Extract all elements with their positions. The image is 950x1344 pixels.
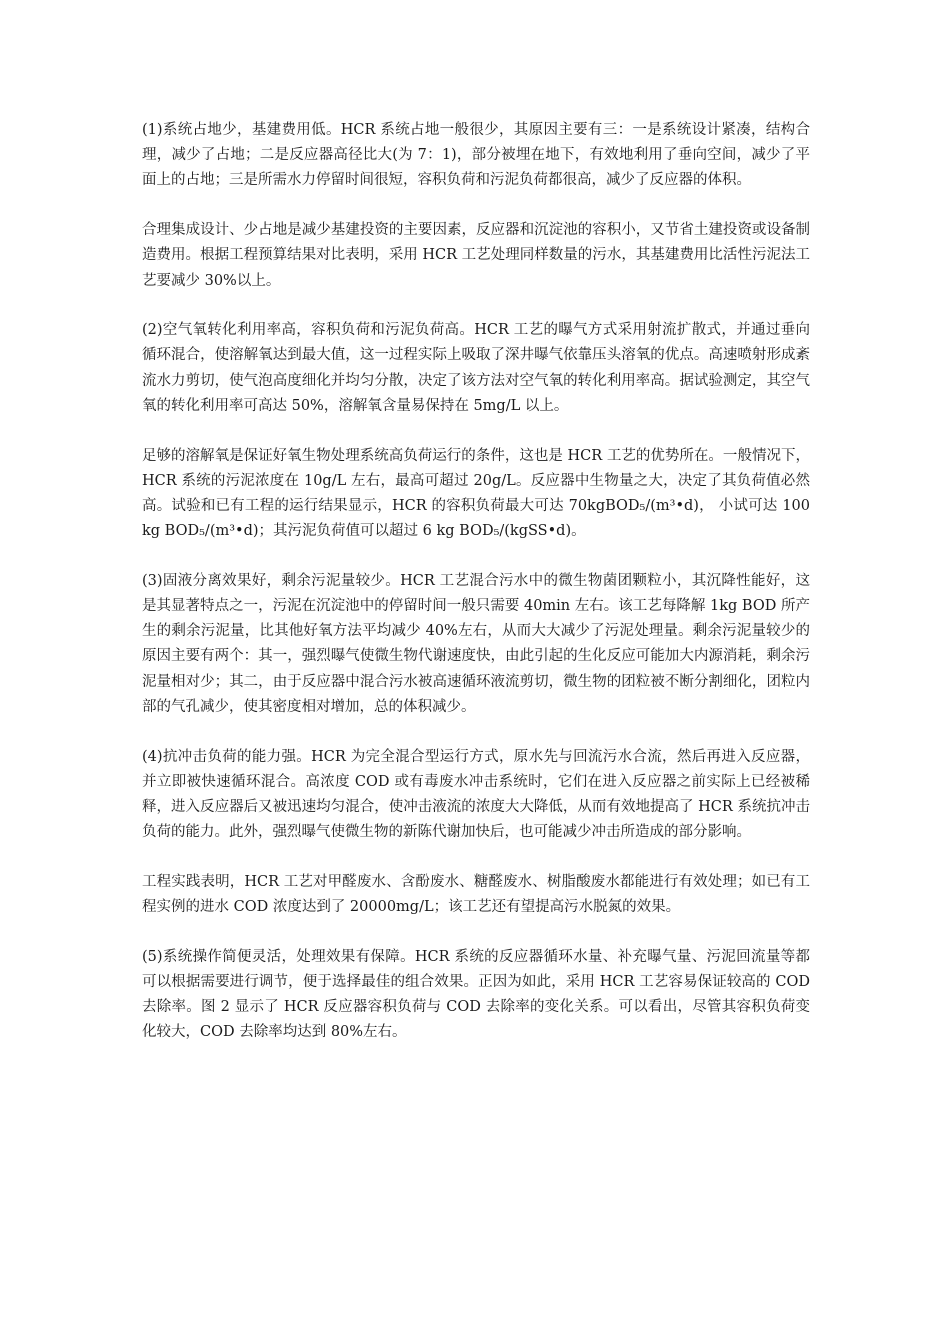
paragraph-advantage-2: (2)空气氧转化利用率高，容积负荷和污泥负荷高。HCR 工艺的曝气方式采用射流扩散式，并通过垂向循环混合，使溶解氧达到最大值，这一过程实际上吸取了深井曝气依靠压头溶氧的优点。高速喷射形成紊流水力剪切，使气泡高度细化并均匀分散，决定了该方法对空气氧的转化利用率高。据试验测定，其空气氧的转化利用率可高达 50%，溶解氧含量易保持在 5mg/L 以上。	[142, 322, 810, 414]
paragraph-dissolved-oxygen: 足够的溶解氧是保证好氧生物处理系统高负荷运行的条件，这也是 HCR 工艺的优势所在。一般情况下，HCR 系统的污泥浓度在 10g/L 左右，最高可超过 20g/L。反应器中生物量之大，决定了其负荷值必然高。试验和已有工程的运行结果显示，HCR 的容积负荷最大可达 70kgBOD₅/(m³•d)， 小试可达 100 kg BOD₅/(m³•d)；其污泥负荷值可以超过 6 kg BOD₅/(kgSS•d)。	[142, 447, 810, 540]
paragraph-advantage-3: (3)固液分离效果好，剩余污泥量较少。HCR 工艺混合污水中的微生物菌团颗粒小，其沉降性能好，这是其显著特点之一，污泥在沉淀池中的停留时间一般只需要 40min 左右。该工艺每降解 1kg BOD 所产生的剩余污泥量，比其他好氧方法平均减少 40%左右，从而大大减少了污泥处理量。剩余污泥量较少的原因主要有两个：其一，强烈曝气使微生物代谢速度快，由此引起的生化反应可能加大内源消耗，剩余污泥量相对少；其二，由于反应器中混合污水被高速循环液流剪切，微生物的团粒被不断分割细化，团粒内部的气孔减少，使其密度相对增加，总的体积减少。	[142, 572, 810, 715]
paragraph-engineering-practice: 工程实践表明，HCR 工艺对甲醛废水、含酚废水、糖醛废水、树脂酸废水都能进行有效处理；如已有工程实例的进水 COD 浓度达到了 20000mg/L；该工艺还有望提高污水脱氮的效果。	[142, 873, 810, 916]
document-body	[142, 118, 810, 1046]
paragraph-investment: 合理集成设计、少占地是减少基建投资的主要因素，反应器和沉淀池的容积小，又节省土建投资或设备制造费用。根据工程预算结果对比表明，采用 HCR 工艺处理同样数量的污水，其基建费用比活性污泥法工艺要减少 30%以上。	[142, 222, 810, 289]
paragraph-advantage-1: (1)系统占地少，基建费用低。HCR 系统占地一般很少，其原因主要有三：一是系统设计紧凑，结构合理，减少了占地；二是反应器高径比大(为 7：1)，部分被埋在地下，有效地利用了垂向空间，减少了平面上的占地；三是所需水力停留时间很短，容积负荷和污泥负荷都很高，减少了反应器的体积。	[142, 122, 810, 189]
paragraph-advantage-5: (5)系统操作简便灵活，处理效果有保障。HCR 系统的反应器循环水量、补充曝气量、污泥回流量等都可以根据需要进行调节，便于选择最佳的组合效果。正因为如此，采用 HCR 工艺容易保证较高的 COD 去除率。图 2 显示了 HCR 反应器容积负荷与 COD 去除率的变化关系。可以看出，尽管其容积负荷变化较大，COD 去除率均达到 80%左右。	[142, 948, 810, 1041]
paragraph-advantage-4: (4)抗冲击负荷的能力强。HCR 为完全混合型运行方式，原水先与回流污水合流，然后再进入反应器，并立即被快速循环混合。高浓度 COD 或有毒废水冲击系统时，它们在进入反应器之前实际上已经被稀释，进入反应器后又被迅速均匀混合，使冲击液流的浓度大大降低，从而有效地提高了 HCR 系统抗冲击负荷的能力。此外，强烈曝气使微生物的新陈代谢加快后，也可能减少冲击所造成的部分影响。	[142, 748, 810, 841]
